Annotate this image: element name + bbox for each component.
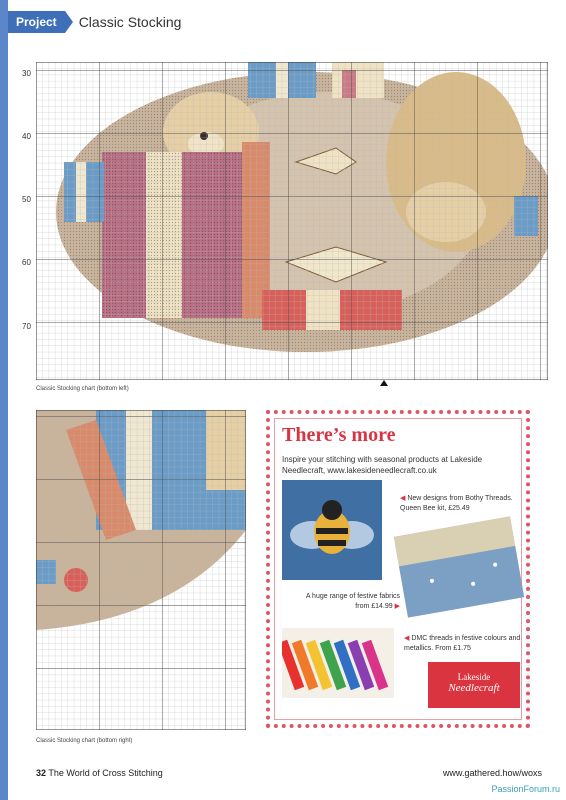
promo-box [266, 410, 530, 728]
center-marker [380, 380, 388, 386]
chart-bottom-left-graphic [36, 62, 548, 380]
chart-bottom-right-graphic [36, 410, 246, 730]
magazine-name: The World of Cross Stitching [48, 768, 163, 778]
bee-icon [282, 480, 382, 580]
page-footer-left [36, 768, 163, 778]
watermark: PassionForum.ru [491, 784, 560, 794]
promo-item-dmc [404, 634, 524, 654]
row-label: 40 [22, 132, 31, 141]
promo-item-bothy [400, 494, 518, 514]
promo-title: There’s more [282, 424, 396, 446]
logo-line-2: Needlecraft [448, 682, 500, 694]
cross-stitch-chart-bottom-right [36, 410, 246, 730]
threads-icon [282, 628, 394, 698]
cross-stitch-chart-bottom-left [36, 62, 548, 380]
left-color-strip [0, 0, 8, 800]
footer-url[interactable]: www.gathered.how/woxs [442, 768, 542, 778]
promo-item-3-text: DMC threads in festive colours and metallics. From £1.75 [404, 635, 521, 652]
promo-intro: Inspire your stitching with seasonal products at Lakeside Needlecraft, www.lakesideneedlecraft.co.uk [282, 455, 483, 475]
promo-item-1-text: New designs from Bothy Threads. Queen Bee kit, £25.49 [400, 495, 513, 512]
row-label: 60 [22, 258, 31, 267]
page-number: 32 [36, 768, 47, 778]
queen-bee-image [282, 480, 382, 580]
chart-caption: Classic Stocking chart (bottom left) [36, 386, 129, 392]
row-label: 70 [22, 322, 31, 331]
row-label: 30 [22, 69, 31, 78]
section-title: Classic Stocking [78, 14, 182, 30]
arrow-right-icon: ▶ [394, 603, 400, 610]
section-tag: Project [8, 11, 65, 33]
promo-item-fabrics [300, 592, 400, 612]
arrow-left-icon: ◀ [404, 635, 410, 642]
page-header [8, 10, 181, 34]
lakeside-needlecraft-logo [428, 662, 520, 708]
row-label: 50 [22, 195, 31, 204]
promo-item-2-text: A huge range of festive fabrics from £14.99 [305, 593, 400, 610]
logo-line-1: Lakeside [457, 672, 491, 682]
chart-caption: Classic Stocking chart (bottom right) [36, 738, 133, 744]
arrow-left-icon: ◀ [400, 495, 406, 502]
dmc-threads-image [282, 628, 394, 698]
